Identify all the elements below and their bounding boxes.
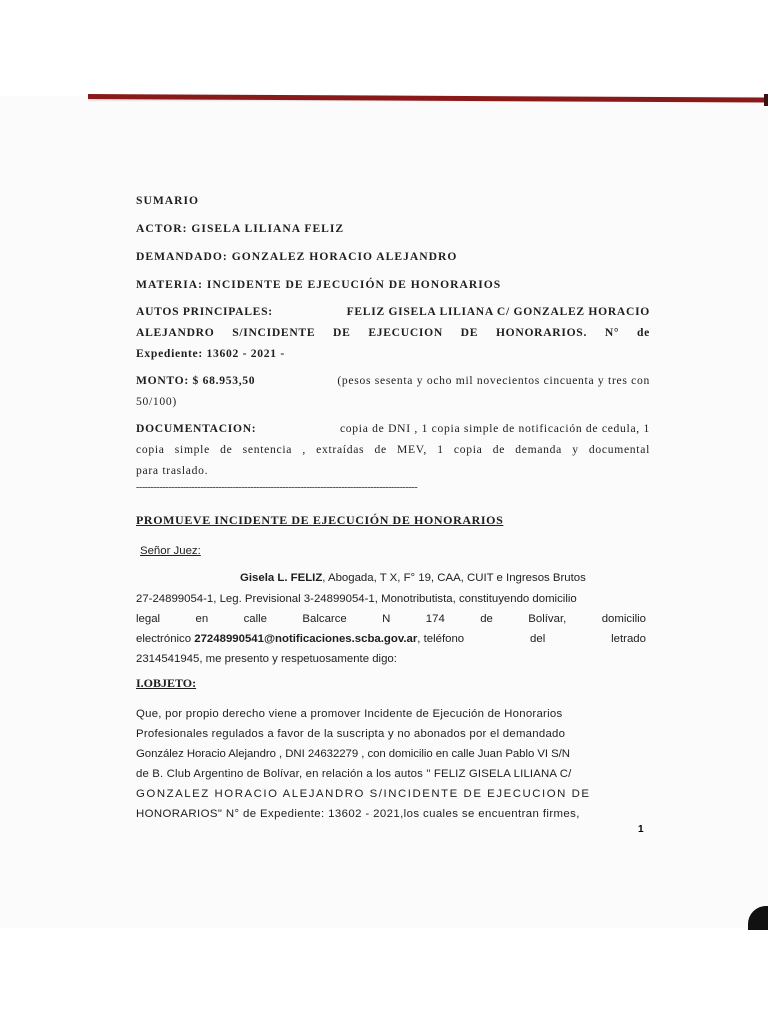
attorney-name: Gisela L. FELIZ (240, 572, 323, 584)
summary-documentation (136, 418, 650, 481)
intro-line-3 (136, 609, 646, 629)
word: Balcarce (302, 613, 347, 625)
object-line-4: de B. Club Argentino de Bolívar, en relación a los autos " FELIZ GISELA LILIANA C/ (136, 768, 572, 780)
main-case-text-2: ALEJANDRO S/INCIDENTE DE EJECUCION DE HONORARIOS. N° de (136, 326, 650, 339)
object-line-1: Que, por propio derecho viene a promover Incidente de Ejecución de Honorarios (136, 708, 563, 720)
object-line-3: González Horacio Alejandro , DNI 24632279 , con domicilio en calle Juan Pablo VI S/N (136, 748, 570, 760)
object-line-2: Profesionales regulados a favor de la suscripta y no abonados por el demandado (136, 728, 566, 740)
summary-subject: MATERIA: INCIDENTE DE EJECUCIÓN DE HONORARIOS (136, 278, 502, 291)
main-case-text-3: Expediente: 13602 - 2021 - (136, 347, 285, 360)
word: de (480, 613, 493, 625)
word: en (195, 613, 209, 625)
documentation-text-2: copia simple de sentencia , extraídas de MEV, 1 copia de demanda y documental (136, 443, 650, 456)
separator-line: ------------------------------------------------------------------------------------------------ (136, 482, 418, 493)
email-prefix: electrónico (136, 633, 192, 645)
intro-line-5: 2314541945, me presento y respetuosamente digo: (136, 653, 397, 665)
summary-heading: SUMARIO (136, 194, 200, 207)
word: 174 (425, 613, 445, 625)
word: letrado (611, 633, 646, 645)
amount-text-1: (pesos sesenta y ocho mil novecientos cincuenta y tres con (337, 374, 650, 387)
word: , teléfono (417, 633, 465, 645)
word: legal (136, 613, 161, 625)
salutation: Señor Juez: (140, 545, 201, 557)
word: Bolívar, (528, 613, 567, 625)
notification-email: 27248990541@notificaciones.scba.gov.ar (194, 633, 418, 645)
word: calle (243, 613, 267, 625)
summary-amount (136, 370, 650, 412)
amount-line-1 (136, 370, 650, 391)
intro-line-4 (136, 629, 646, 649)
intro-line-2: 27-24899054-1, Leg. Previsional 3-24899054-1, Monotributista, constituyendo domicilio (136, 593, 577, 605)
attorney-credentials: , Abogada, T X, F° 19, CAA, CUIT e Ingresos Brutos (322, 572, 586, 584)
documentation-text-1: copia de DNI , 1 copia simple de notificación de cedula, 1 (339, 422, 650, 435)
main-case-text-1: FELIZ GISELA LILIANA C/ GONZALEZ HORACIO (346, 305, 650, 318)
page-number: 1 (638, 824, 644, 835)
word: N (382, 613, 391, 625)
documentation-line-1 (136, 418, 650, 439)
documentation-text-3: para traslado. (136, 464, 209, 477)
object-line-5: GONZALEZ HORACIO ALEJANDRO S/INCIDENTE DE EJECUCION DE (136, 788, 591, 800)
amount-label: MONTO: $ 68.953,50 (136, 374, 256, 387)
documentation-label: DOCUMENTACION: (136, 422, 257, 435)
amount-text-2: 50/100) (136, 395, 177, 408)
word: del (530, 633, 546, 645)
email-group (136, 629, 464, 649)
summary-defendant: DEMANDADO: GONZALEZ HORACIO ALEJANDRO (136, 250, 458, 263)
summary-actor: ACTOR: GISELA LILIANA FELIZ (136, 222, 345, 235)
main-case-label: AUTOS PRINCIPALES: (136, 305, 273, 318)
object-line-6: HONORARIOS" N° de Expediente: 13602 - 2021,los cuales se encuentran firmes, (136, 808, 580, 820)
petition-title: PROMUEVE INCIDENTE DE EJECUCIÓN DE HONORARIOS (136, 513, 504, 527)
binder-clip (764, 94, 768, 106)
section-heading-objeto: I.OBJETO: (136, 676, 197, 690)
summary-main-case (136, 301, 650, 364)
word: domicilio (601, 613, 646, 625)
intro-line-1 (136, 568, 646, 588)
main-case-line-1 (136, 301, 650, 322)
